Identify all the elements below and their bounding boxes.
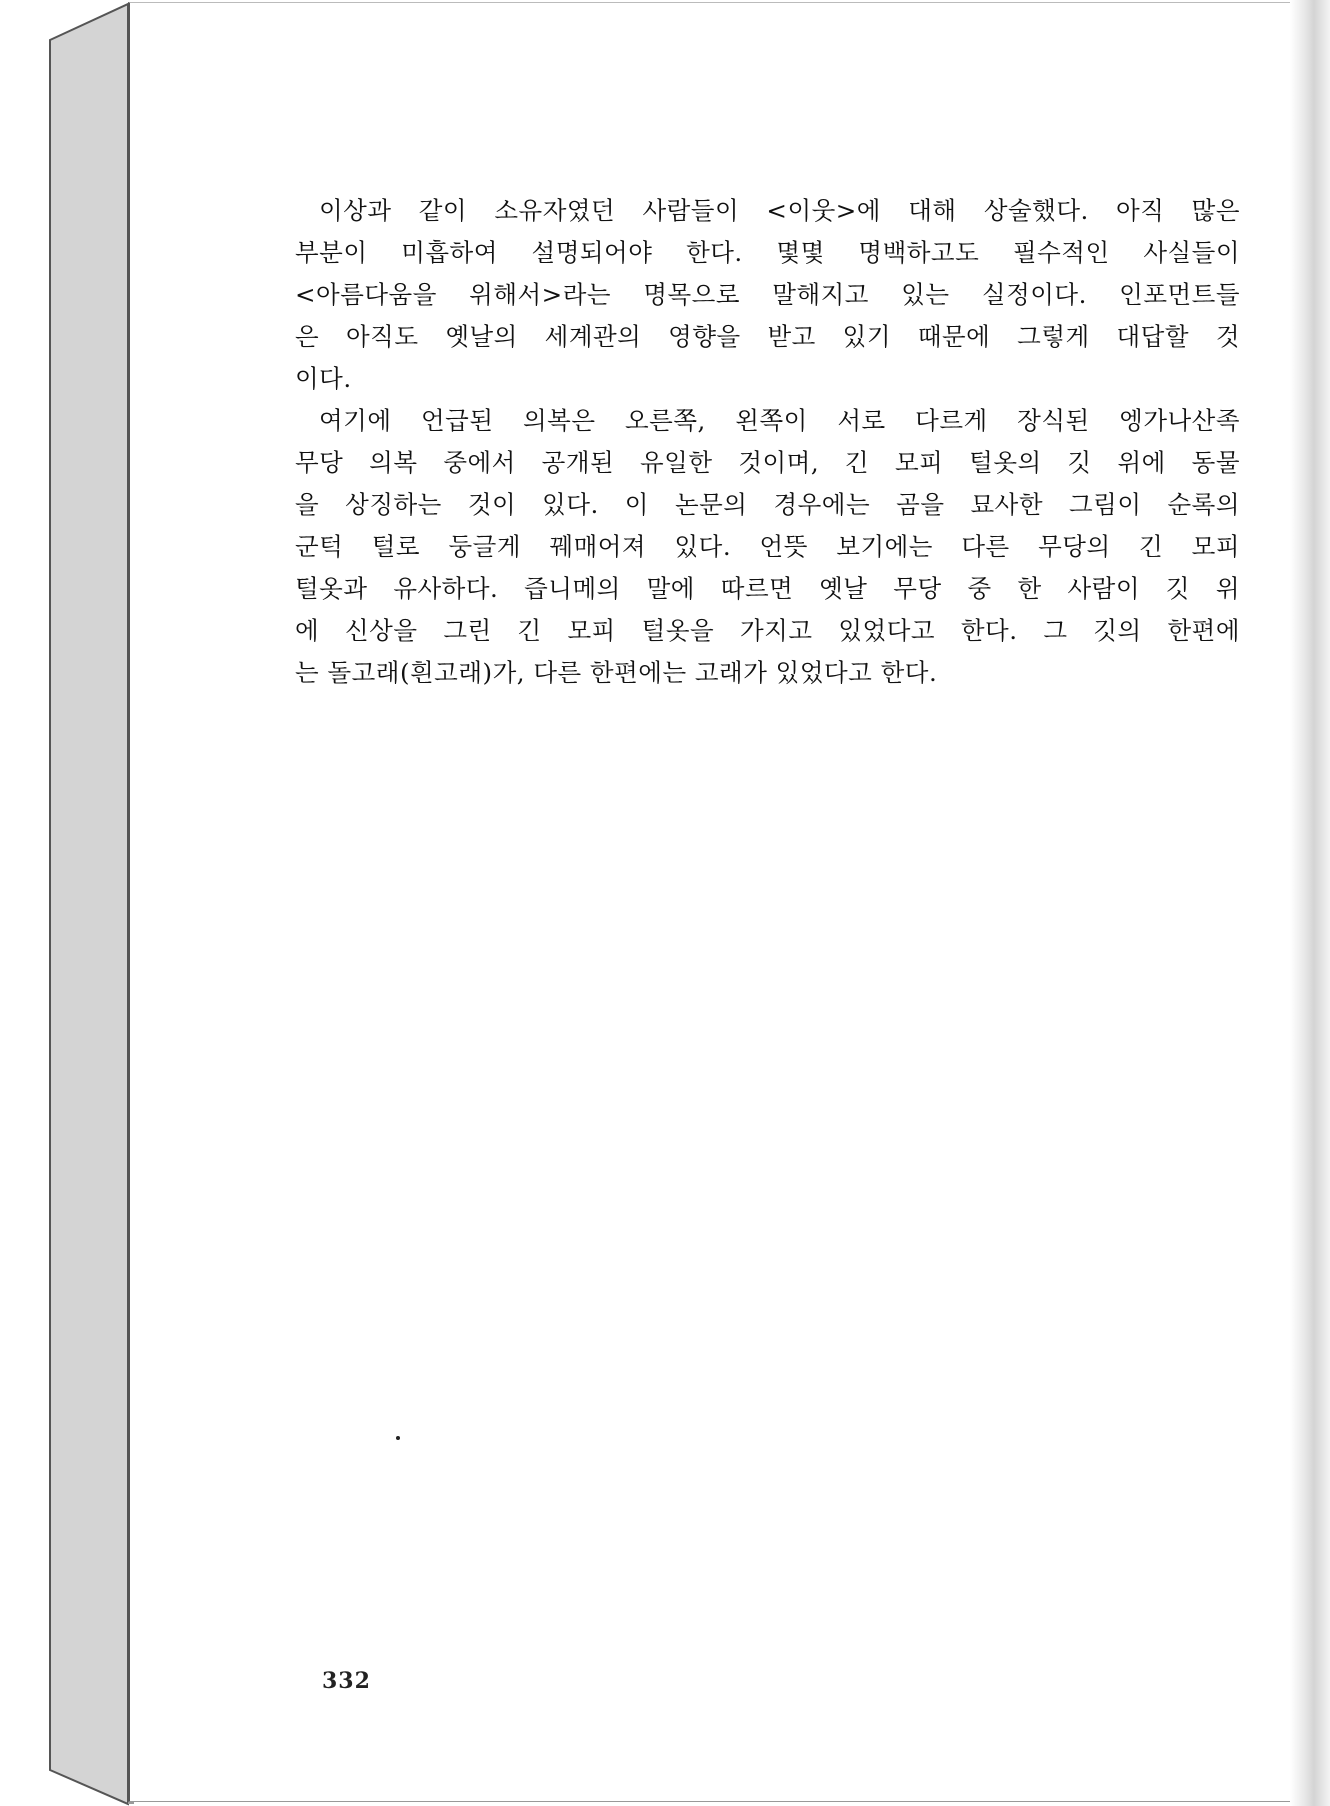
text-line: 이상과 같이 소유자였던 사람들이 <이웃>에 대해 상술했다. 아직 많은	[319, 196, 1240, 225]
text-line: 은 아직도 옛날의 세계관의 영향을 받고 있기 때문에 그렇게 대답할 것	[295, 322, 1240, 351]
text-line: 는 돌고래(흰고래)가, 다른 한편에는 고래가 있었다고 한다.	[295, 658, 938, 687]
page-edge-shadow	[1290, 0, 1330, 1806]
paragraph-2	[295, 400, 1240, 694]
text-line: 이다.	[295, 364, 352, 393]
scan-speck	[396, 1436, 400, 1440]
text-line: 을 상징하는 것이 있다. 이 논문의 경우에는 곰을 묘사한 그림이 순록의	[295, 490, 1240, 519]
paragraph-1	[295, 190, 1240, 400]
text-line: 여기에 언급된 의복은 오른쪽, 왼쪽이 서로 다르게 장식된 엥가나산족	[319, 406, 1240, 435]
book-spine	[0, 0, 140, 1806]
text-line: 무당 의복 중에서 공개된 유일한 것이며, 긴 모피 털옷의 깃 위에 동물	[295, 448, 1240, 477]
text-line: <아름다움을 위해서>라는 명목으로 말해지고 있는 실정이다. 인포먼트들	[295, 280, 1240, 309]
text-line: 군턱 털로 둥글게 꿰매어져 있다. 언뜻 보기에는 다른 무당의 긴 모피	[295, 532, 1240, 561]
text-line: 부분이 미흡하여 설명되어야 한다. 몇몇 명백하고도 필수적인 사실들이	[295, 238, 1240, 267]
body-text	[295, 190, 1240, 694]
page-number: 332	[322, 1668, 371, 1694]
text-line: 털옷과 유사하다. 즙니메의 말에 따르면 옛날 무당 중 한 사람이 깃 위	[295, 574, 1240, 603]
text-line: 에 신상을 그린 긴 모피 털옷을 가지고 있었다고 한다. 그 깃의 한편에	[295, 616, 1240, 645]
